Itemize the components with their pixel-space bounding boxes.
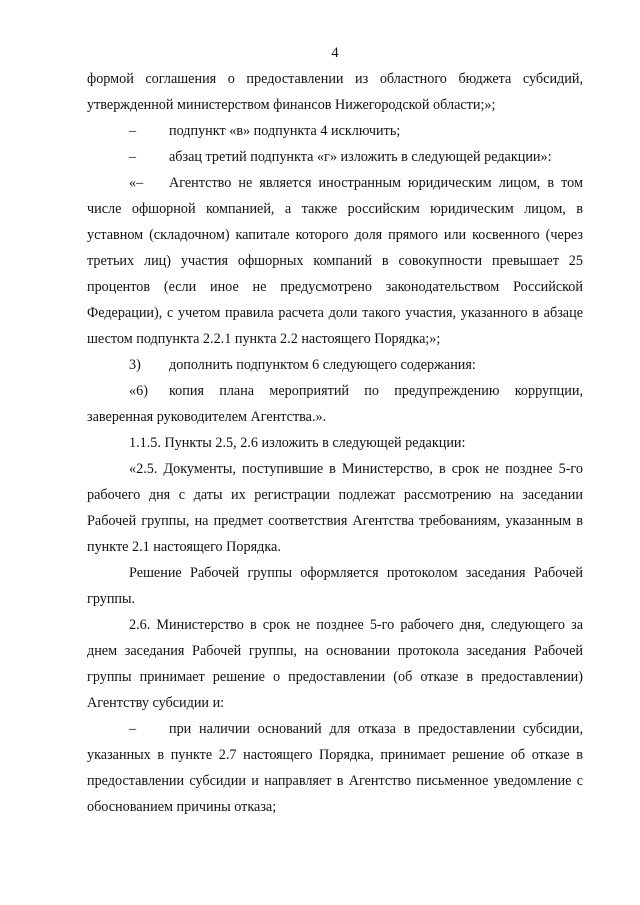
paragraph-text: дополнить подпунктом 6 следующего содержания:	[169, 357, 476, 373]
list-item	[87, 144, 583, 170]
list-item	[87, 118, 583, 144]
paragraph	[87, 560, 583, 612]
list-item	[87, 352, 583, 378]
paragraph-text: подпункт «в» подпункта 4 исключить;	[169, 123, 401, 139]
paragraph-text: «2.5. Документы, поступившие в Министерство, в срок не позднее 5-го рабочего дня с даты их регистрации подлежат рассмотрению на заседании Рабочей группы, на предмет соответствия Агентства требованиям, указанным в пункте 2.1 настоящего Порядка.	[87, 461, 583, 555]
paragraph	[87, 430, 583, 456]
dash-marker: –	[129, 123, 137, 139]
paragraph-text: 1.1.5. Пункты 2.5, 2.6 изложить в следующей редакции:	[129, 435, 466, 451]
page-number: 4	[331, 45, 339, 61]
list-item	[87, 716, 583, 820]
paragraph	[87, 612, 583, 716]
paragraph	[87, 66, 583, 118]
paragraph	[87, 456, 583, 560]
list-item	[87, 170, 583, 352]
list-item	[87, 378, 583, 430]
paragraph-text: Решение Рабочей группы оформляется протоколом заседания Рабочей группы.	[87, 565, 583, 607]
paragraph-text: копия плана мероприятий по предупреждению коррупции, заверенная руководителем Агентства.».	[87, 383, 583, 425]
dash-marker: –	[129, 149, 137, 165]
number-marker: 3)	[129, 357, 141, 373]
dash-marker: «–	[129, 175, 144, 191]
paragraph-text: при наличии оснований для отказа в предоставлении субсидии, указанных в пункте 2.7 настоящего Порядка, принимает решение об отказе в предоставлении субсидии и направляет в Агентство письменное уведомление с обоснованием причины отказа;	[87, 721, 583, 815]
paragraph-text: формой соглашения о предоставлении из областного бюджета субсидий, утвержденной министерством финансов Нижегородской области;»;	[87, 71, 583, 113]
paragraph-text: 2.6. Министерство в срок не позднее 5-го рабочего дня, следующего за днем заседания Рабочей группы, на основании протокола заседания Рабочей группы принимает решение о предоставлении (об отказе в предоставлении) Агентству субсидии и:	[87, 617, 583, 711]
paragraph-text: абзац третий подпункта «г» изложить в следующей редакции»:	[169, 149, 552, 165]
dash-marker: –	[129, 721, 137, 737]
paragraph-text: Агентство не является иностранным юридическим лицом, в том числе офшорной компанией, а также российским юридическим лицом, в уставном (складочном) капитале которого доля прямого или косвенного (через третьих лиц) участия офшорных компаний в совокупности превышает 25 процентов (если иное не предусмотрено законодательством Российской Федерации), с учетом правила расчета доли такого участия, указанного в абзаце шестом подпункта 2.2.1 пункта 2.2 настоящего Порядка;»;	[87, 175, 583, 347]
number-marker: «6)	[129, 383, 148, 399]
